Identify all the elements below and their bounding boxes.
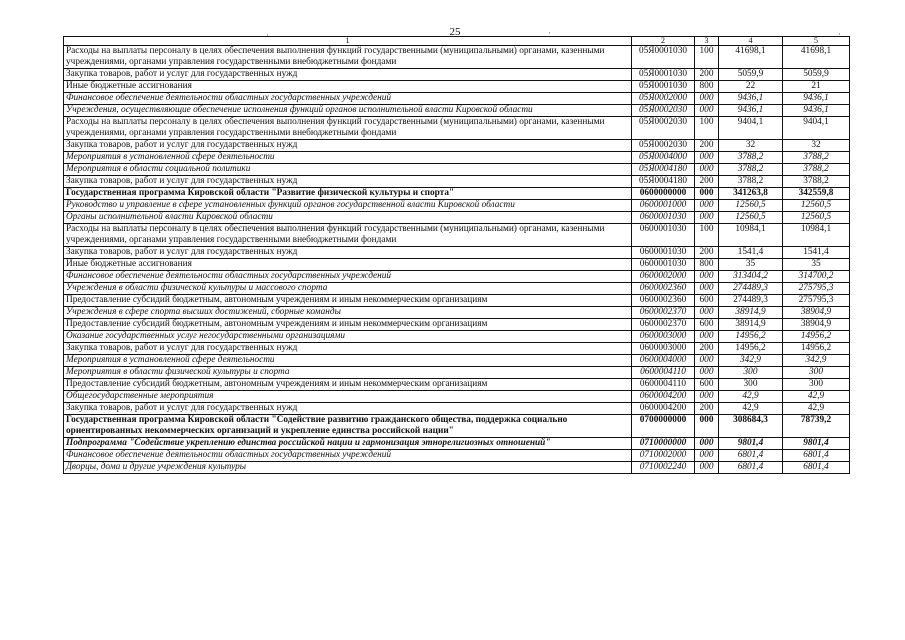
amount-year-2: 275795,3 xyxy=(783,283,850,295)
amount-year-2: 9436,1 xyxy=(783,105,850,117)
expense-type-code: 000 xyxy=(695,164,719,176)
amount-year-1: 9801,4 xyxy=(719,438,783,450)
amount-year-2: 342,9 xyxy=(783,355,850,367)
amount-year-1: 3788,2 xyxy=(719,152,783,164)
budget-item-name: Иные бюджетные ассигнования xyxy=(64,81,632,93)
table-row xyxy=(64,200,850,212)
page-number: 25 xyxy=(449,26,461,38)
budget-item-name: Финансовое обеспечение деятельности областных государственных учреждений xyxy=(64,450,632,462)
expense-type-code: 100 xyxy=(695,224,719,247)
target-article-code: 0600001030 xyxy=(632,247,695,259)
budget-item-name: Предоставление субсидий бюджетным, автономным учреждениям и иным некоммерческим организациям xyxy=(64,319,632,331)
expense-type-code: 200 xyxy=(695,403,719,415)
amount-year-1: 12560,5 xyxy=(719,212,783,224)
table-row xyxy=(64,259,850,271)
table-row xyxy=(64,140,850,152)
budget-item-name: Предоставление субсидий бюджетным, автономным учреждениям и иным некоммерческим организациям xyxy=(64,379,632,391)
expense-type-code: 000 xyxy=(695,355,719,367)
target-article-code: 0600004110 xyxy=(632,367,695,379)
amount-year-2: 78739,2 xyxy=(783,415,850,438)
expense-type-code: 600 xyxy=(695,379,719,391)
amount-year-2: 9404,1 xyxy=(783,117,850,140)
amount-year-2: 42,9 xyxy=(783,391,850,403)
expense-type-code: 000 xyxy=(695,307,719,319)
target-article-code: 05Я0002030 xyxy=(632,140,695,152)
amount-year-1: 38914,9 xyxy=(719,319,783,331)
table-row xyxy=(64,438,850,450)
table-row xyxy=(64,176,850,188)
amount-year-1: 12560,5 xyxy=(719,200,783,212)
target-article-code: 05Я0001030 xyxy=(632,81,695,93)
table-row xyxy=(64,81,850,93)
scan-speck: · xyxy=(266,30,269,40)
table-row xyxy=(64,212,850,224)
target-article-code: 0600001000 xyxy=(632,200,695,212)
amount-year-1: 9404,1 xyxy=(719,117,783,140)
table-row xyxy=(64,152,850,164)
budget-item-name: Органы исполнительной власти Кировской области xyxy=(64,212,632,224)
budget-item-name: Расходы на выплаты персоналу в целях обеспечения выполнения функций государственными (муниципальными) органами, казенными учреждениями, органами управления государственными внебюджетными фондами xyxy=(64,224,632,247)
table-row xyxy=(64,343,850,355)
amount-year-1: 10984,1 xyxy=(719,224,783,247)
header-cell-1: 1 xyxy=(64,37,632,46)
target-article-code: 0600002000 xyxy=(632,271,695,283)
table-row xyxy=(64,164,850,176)
expense-type-code: 600 xyxy=(695,319,719,331)
budget-item-name: Руководство и управление в сфере установленных функций органов государственной власти Кировской области xyxy=(64,200,632,212)
table-row xyxy=(64,283,850,295)
table-row xyxy=(64,295,850,307)
target-article-code: 0600002360 xyxy=(632,295,695,307)
amount-year-1: 9436,1 xyxy=(719,93,783,105)
amount-year-2: 32 xyxy=(783,140,850,152)
expense-type-code: 200 xyxy=(695,69,719,81)
target-article-code: 0600003000 xyxy=(632,331,695,343)
budget-item-name: Общегосударственные мероприятия xyxy=(64,391,632,403)
amount-year-2: 6801,4 xyxy=(783,450,850,462)
scan-speck: · xyxy=(548,28,551,38)
budget-item-name: Мероприятия в области физической культуры и спорта xyxy=(64,367,632,379)
expense-type-code: 200 xyxy=(695,140,719,152)
amount-year-2: 41698,1 xyxy=(783,46,850,69)
target-article-code: 0600002360 xyxy=(632,283,695,295)
target-article-code: 0710002000 xyxy=(632,450,695,462)
table-row xyxy=(64,415,850,438)
expense-type-code: 000 xyxy=(695,271,719,283)
budget-item-name: Закупка товаров, работ и услуг для государственных нужд xyxy=(64,69,632,81)
target-article-code: 05Я0001030 xyxy=(632,69,695,81)
amount-year-1: 6801,4 xyxy=(719,450,783,462)
budget-item-name: Финансовое обеспечение деятельности областных государственных учреждений xyxy=(64,271,632,283)
budget-item-name: Финансовое обеспечение деятельности областных государственных учреждений xyxy=(64,93,632,105)
budget-item-name: Иные бюджетные ассигнования xyxy=(64,259,632,271)
header-cell-3: 3 xyxy=(695,37,719,46)
amount-year-2: 275795,3 xyxy=(783,295,850,307)
amount-year-2: 14956,2 xyxy=(783,343,850,355)
table-row xyxy=(64,224,850,247)
expense-type-code: 800 xyxy=(695,259,719,271)
expense-type-code: 000 xyxy=(695,283,719,295)
budget-item-name: Учреждения в сфере спорта высших достижений, сборные команды xyxy=(64,307,632,319)
budget-item-name: Закупка товаров, работ и услуг для государственных нужд xyxy=(64,140,632,152)
amount-year-2: 314700,2 xyxy=(783,271,850,283)
amount-year-1: 9436,1 xyxy=(719,105,783,117)
budget-item-name: Учреждения в области физической культуры и массового спорта xyxy=(64,283,632,295)
table-row xyxy=(64,117,850,140)
expense-type-code: 000 xyxy=(695,438,719,450)
header-cell-5: 5 xyxy=(783,37,850,46)
table-row xyxy=(64,331,850,343)
target-article-code: 0600004200 xyxy=(632,403,695,415)
amount-year-1: 300 xyxy=(719,367,783,379)
table-row xyxy=(64,462,850,474)
target-article-code: 05Я0002030 xyxy=(632,105,695,117)
header-cell-4: 4 xyxy=(719,37,783,46)
budget-item-name: Государственная программа Кировской области "Содействие развитию гражданского общества, поддержка социально ориентированных некоммерческих организаций и укрепление единства российской нации" xyxy=(64,415,632,438)
target-article-code: 0600002370 xyxy=(632,307,695,319)
budget-item-name: Закупка товаров, работ и услуг для государственных нужд xyxy=(64,403,632,415)
amount-year-2: 3788,2 xyxy=(783,152,850,164)
target-article-code: 0600002370 xyxy=(632,319,695,331)
amount-year-2: 5059,9 xyxy=(783,69,850,81)
expense-type-code: 600 xyxy=(695,295,719,307)
target-article-code: 0600001030 xyxy=(632,224,695,247)
expense-type-code: 000 xyxy=(695,152,719,164)
target-article-code: 0600004110 xyxy=(632,379,695,391)
scan-speck: · xyxy=(838,29,841,39)
budget-item-name: Закупка товаров, работ и услуг для государственных нужд xyxy=(64,343,632,355)
amount-year-1: 300 xyxy=(719,379,783,391)
target-article-code: 05Я0004180 xyxy=(632,176,695,188)
header-cell-2: 2 xyxy=(632,37,695,46)
budget-item-name: Учреждения, осуществляющие обеспечение исполнения функций органов исполнительной власти Кировской области xyxy=(64,105,632,117)
table-row xyxy=(64,93,850,105)
expense-type-code: 000 xyxy=(695,331,719,343)
table-row xyxy=(64,367,850,379)
budget-item-name: Мероприятия в области социальной политики xyxy=(64,164,632,176)
amount-year-2: 21 xyxy=(783,81,850,93)
amount-year-1: 274489,3 xyxy=(719,283,783,295)
amount-year-1: 274489,3 xyxy=(719,295,783,307)
expense-type-code: 000 xyxy=(695,105,719,117)
expense-type-code: 000 xyxy=(695,450,719,462)
amount-year-1: 42,9 xyxy=(719,391,783,403)
amount-year-1: 3788,2 xyxy=(719,176,783,188)
target-article-code: 05Я0002030 xyxy=(632,117,695,140)
amount-year-2: 6801,4 xyxy=(783,462,850,474)
target-article-code: 0710000000 xyxy=(632,438,695,450)
table-row xyxy=(64,105,850,117)
table-row xyxy=(64,379,850,391)
table-row xyxy=(64,307,850,319)
table-row xyxy=(64,450,850,462)
table-row xyxy=(64,403,850,415)
expense-type-code: 000 xyxy=(695,391,719,403)
target-article-code: 0600003000 xyxy=(632,343,695,355)
target-article-code: 0600004000 xyxy=(632,355,695,367)
amount-year-2: 3788,2 xyxy=(783,176,850,188)
budget-item-name: Расходы на выплаты персоналу в целях обеспечения выполнения функций государственными (муниципальными) органами, казенными учреждениями, органами управления государственными внебюджетными фондами xyxy=(64,117,632,140)
expense-type-code: 100 xyxy=(695,117,719,140)
amount-year-1: 35 xyxy=(719,259,783,271)
budget-item-name: Государственная программа Кировской области "Развитие физической культуры и спорта" xyxy=(64,188,632,200)
expense-type-code: 800 xyxy=(695,81,719,93)
amount-year-2: 9436,1 xyxy=(783,93,850,105)
amount-year-2: 9801,4 xyxy=(783,438,850,450)
amount-year-1: 42,9 xyxy=(719,403,783,415)
budget-item-name: Предоставление субсидий бюджетным, автономным учреждениям и иным некоммерческим организациям xyxy=(64,295,632,307)
expense-type-code: 200 xyxy=(695,247,719,259)
budget-item-name: Оказание государственных услуг негосударственными организациями xyxy=(64,331,632,343)
amount-year-1: 14956,2 xyxy=(719,331,783,343)
amount-year-2: 38904,9 xyxy=(783,319,850,331)
target-article-code: 0600001030 xyxy=(632,212,695,224)
budget-item-name: Закупка товаров, работ и услуг для государственных нужд xyxy=(64,176,632,188)
target-article-code: 05Я0004000 xyxy=(632,152,695,164)
table-row xyxy=(64,319,850,331)
budget-table-body xyxy=(64,37,850,474)
budget-table xyxy=(63,36,850,474)
amount-year-1: 22 xyxy=(719,81,783,93)
expense-type-code: 200 xyxy=(695,176,719,188)
target-article-code: 0600000000 xyxy=(632,188,695,200)
table-row xyxy=(64,69,850,81)
expense-type-code: 100 xyxy=(695,46,719,69)
amount-year-2: 1541,4 xyxy=(783,247,850,259)
amount-year-1: 313404,2 xyxy=(719,271,783,283)
budget-item-name: Дворцы, дома и другие учреждения культуры xyxy=(64,462,632,474)
amount-year-2: 35 xyxy=(783,259,850,271)
amount-year-2: 300 xyxy=(783,367,850,379)
amount-year-2: 3788,2 xyxy=(783,164,850,176)
amount-year-1: 1541,4 xyxy=(719,247,783,259)
amount-year-2: 42,9 xyxy=(783,403,850,415)
budget-item-name: Подпрограмма "Содействие укреплению единства российской нации и гармонизация этнорелигиозных отношений" xyxy=(64,438,632,450)
table-row xyxy=(64,355,850,367)
amount-year-2: 342559,8 xyxy=(783,188,850,200)
amount-year-1: 14956,2 xyxy=(719,343,783,355)
budget-item-name: Расходы на выплаты персоналу в целях обеспечения выполнения функций государственными (муниципальными) органами, казенными учреждениями, органами управления государственными внебюджетными фондами xyxy=(64,46,632,69)
table-header-row xyxy=(64,37,850,46)
table-row xyxy=(64,188,850,200)
amount-year-1: 41698,1 xyxy=(719,46,783,69)
expense-type-code: 000 xyxy=(695,462,719,474)
expense-type-code: 000 xyxy=(695,212,719,224)
amount-year-1: 341263,8 xyxy=(719,188,783,200)
amount-year-1: 38914,9 xyxy=(719,307,783,319)
expense-type-code: 000 xyxy=(695,415,719,438)
amount-year-1: 6801,4 xyxy=(719,462,783,474)
amount-year-2: 14956,2 xyxy=(783,331,850,343)
target-article-code: 05Я0002000 xyxy=(632,93,695,105)
target-article-code: 0600004200 xyxy=(632,391,695,403)
amount-year-2: 12560,5 xyxy=(783,200,850,212)
table-row xyxy=(64,247,850,259)
target-article-code: 05Я0001030 xyxy=(632,46,695,69)
target-article-code: 0600001030 xyxy=(632,259,695,271)
expense-type-code: 000 xyxy=(695,188,719,200)
amount-year-2: 38904,9 xyxy=(783,307,850,319)
target-article-code: 0700000000 xyxy=(632,415,695,438)
amount-year-1: 342,9 xyxy=(719,355,783,367)
expense-type-code: 200 xyxy=(695,343,719,355)
table-row xyxy=(64,46,850,69)
expense-type-code: 000 xyxy=(695,93,719,105)
budget-item-name: Мероприятия в установленной сфере деятельности xyxy=(64,355,632,367)
budget-item-name: Мероприятия в установленной сфере деятельности xyxy=(64,152,632,164)
budget-item-name: Закупка товаров, работ и услуг для государственных нужд xyxy=(64,247,632,259)
amount-year-2: 12560,5 xyxy=(783,212,850,224)
expense-type-code: 000 xyxy=(695,200,719,212)
table-row xyxy=(64,271,850,283)
amount-year-1: 308684,3 xyxy=(719,415,783,438)
amount-year-1: 3788,2 xyxy=(719,164,783,176)
target-article-code: 05Я0004180 xyxy=(632,164,695,176)
amount-year-2: 300 xyxy=(783,379,850,391)
amount-year-1: 32 xyxy=(719,140,783,152)
amount-year-2: 10984,1 xyxy=(783,224,850,247)
amount-year-1: 5059,9 xyxy=(719,69,783,81)
expense-type-code: 000 xyxy=(695,367,719,379)
table-row xyxy=(64,391,850,403)
target-article-code: 0710002240 xyxy=(632,462,695,474)
